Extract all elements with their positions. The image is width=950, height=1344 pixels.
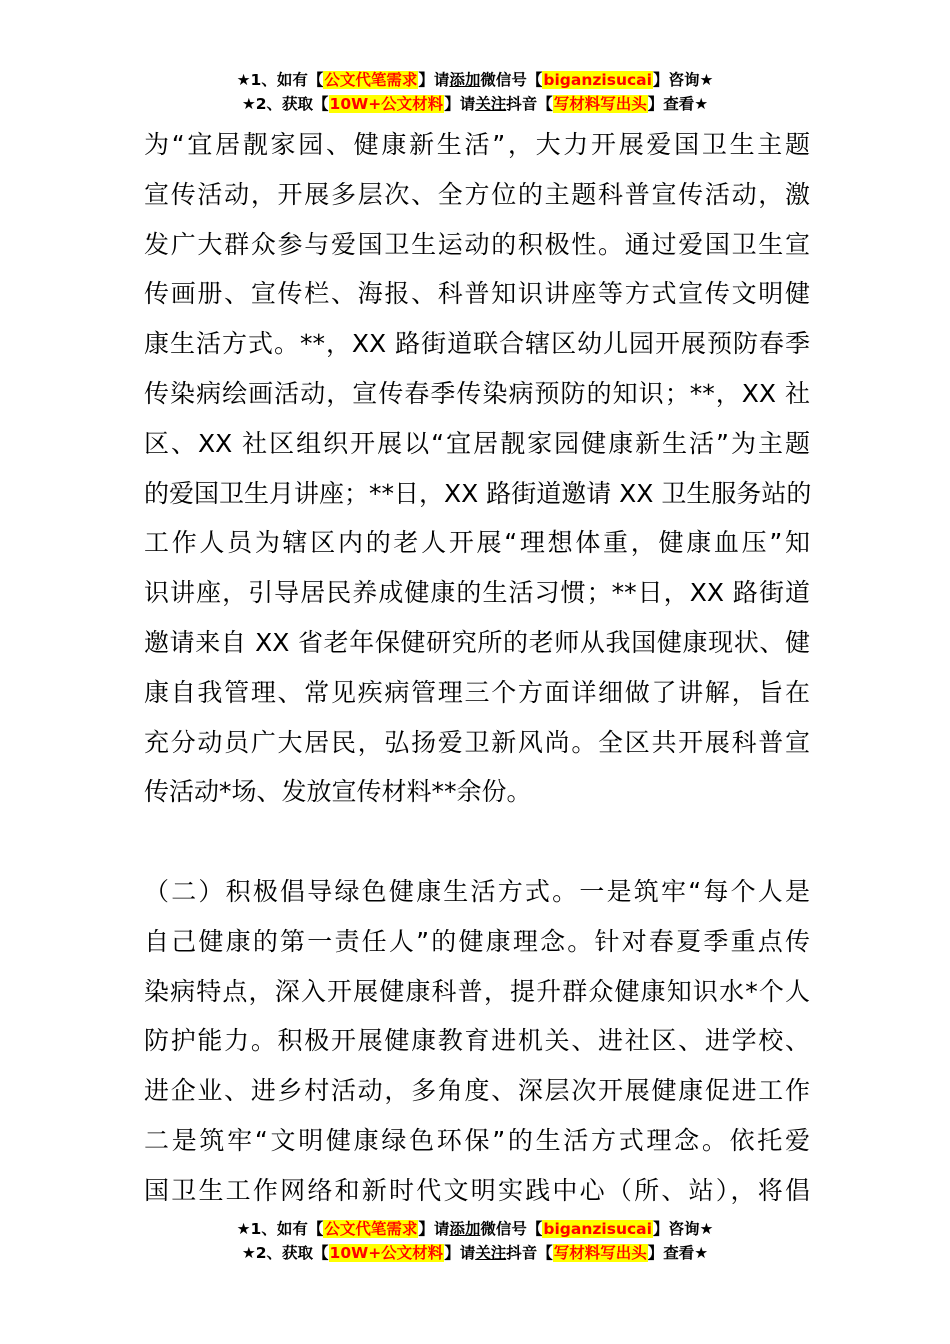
text-line: 充分动员广大居民，弘扬爱卫新风尚。全区共开展科普宣 [144,727,810,757]
text-line: 发广大群众参与爱国卫生运动的积极性。通过爱国卫生宣 [144,229,810,259]
text-line: 国卫生工作网络和新时代文明实践中心（所、站），将倡 [144,1175,810,1205]
text-line: 传染病绘画活动，宣传春季传染病预防的知识；**，XX 社 [144,378,810,408]
highlight-douyin-account: 写材料写出头 [553,1244,647,1262]
text-line: 进企业、进乡村活动，多角度、深层次开展健康促进工作 [144,1076,810,1106]
highlight-materials: 10W+公文材料 [329,1244,444,1262]
highlight-ghost-writing: 公文代笔需求 [324,1220,418,1238]
text-line: 康生活方式。**，XX 路街道联合辖区幼儿园开展预防春季 [144,329,810,359]
highlight-ghost-writing: 公文代笔需求 [324,71,418,89]
body-paragraph-1 [144,120,810,817]
highlight-materials: 10W+公文材料 [329,95,444,113]
text-line: 自己健康的第一责任人”的健康理念。针对春夏季重点传 [144,926,810,956]
text-line: 为“宜居靓家园、健康新生活”，大力开展爱国卫生主题 [144,130,810,159]
highlight-douyin-account: 写材料写出头 [553,95,647,113]
text-line: 染病特点，深入开展健康科普，提升群众健康知识水*个人 [144,976,810,1006]
text-line: 的爱国卫生月讲座；**日，XX 路街道邀请 XX 卫生服务站的 [144,478,812,508]
header-banner [0,68,950,116]
banner-line-1: ★1、如有【公文代笔需求】请添加微信号【biganzisucai】咨询★ [236,1220,714,1238]
text-line: 传画册、宣传栏、海报、科普知识讲座等方式宣传文明健 [144,279,810,309]
text-line: 康自我管理、常见疾病管理三个方面详细做了讲解，旨在 [144,677,810,707]
footer-banner [0,1217,950,1265]
text-line: 传活动*场、发放宣传材料**余份。 [144,777,532,807]
text-line: 二是筑牢“文明健康绿色环保”的生活方式理念。依托爱 [144,1125,810,1155]
highlight-wechat-id: biganzisucai [543,1220,652,1238]
text-line: 识讲座，引导居民养成健康的生活习惯；**日，XX 路街道 [144,578,810,608]
banner-line-1: ★1、如有【公文代笔需求】请添加微信号【biganzisucai】咨询★ [236,71,714,89]
text-line: 防护能力。积极开展健康教育进机关、进社区、进学校、 [144,1026,810,1056]
text-line: 邀请来自 XX 省老年保健研究所的老师从我国健康现状、健 [144,627,810,657]
banner-line-2: ★2、获取【10W+公文材料】请关注抖音【写材料写出头】查看★ [241,1244,709,1262]
text-line: 宣传活动，开展多层次、全方位的主题科普宣传活动，激 [144,179,810,209]
text-line: 工作人员为辖区内的老人开展“理想体重，健康血压”知 [144,528,810,558]
text-line: 区、XX 社区组织开展以“宜居靓家园健康新生活”为主题 [144,428,810,458]
body-paragraph-2 [144,867,810,1216]
highlight-wechat-id: biganzisucai [543,71,652,89]
banner-line-2: ★2、获取【10W+公文材料】请关注抖音【写材料写出头】查看★ [241,95,709,113]
text-line: （二）积极倡导绿色健康生活方式。一是筑牢“每个人是 [144,877,810,906]
